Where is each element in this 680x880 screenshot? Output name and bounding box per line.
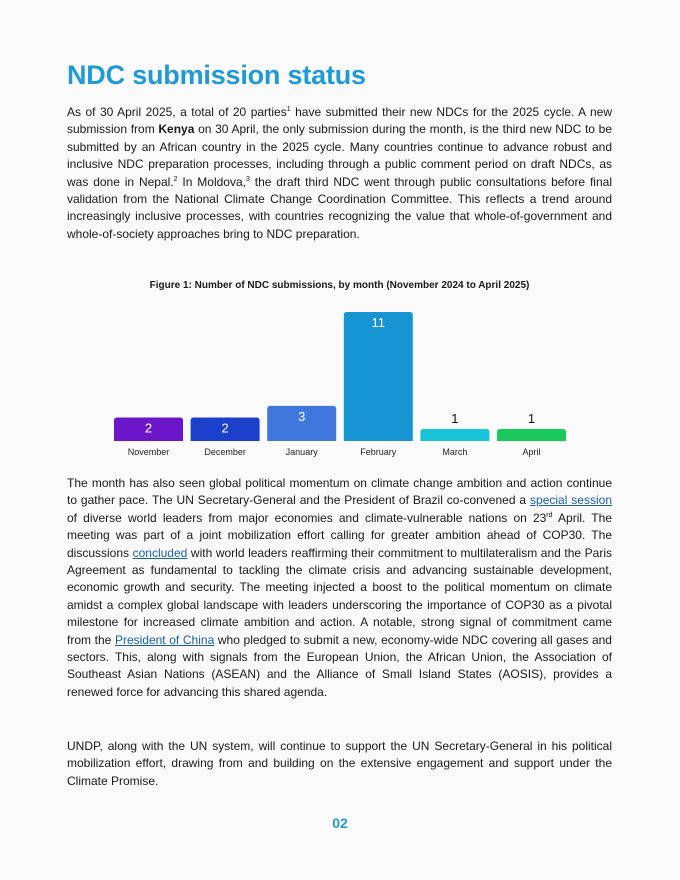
text: the draft third NDC went through public consultations before final validation from the National Climate Change Coordination Committee. This reflects a trend around increasingly inclusive processes, with countries recognizing the value that whole-of-government and whole-of-society approaches bring to NDC preparation. — [67, 174, 612, 241]
tick-label-february: February — [360, 447, 397, 457]
tick-label-november: November — [127, 447, 170, 457]
bar-march — [420, 429, 489, 441]
submissions-bar-chart — [0, 300, 680, 465]
data-label-march: 1 — [451, 411, 459, 426]
tick-label-march: March — [442, 447, 468, 457]
data-label-november: 2 — [144, 420, 153, 436]
data-label-january: 3 — [298, 408, 306, 424]
ordinal-suffix: rd — [546, 511, 553, 519]
undp-paragraph: UNDP, along with the UN system, will continue to support the UN Secretary-General in his political mobilization effort, drawing from and building on the extensive engagement and support under the Climate Promise. — [67, 739, 612, 788]
bar-february — [344, 312, 413, 441]
country-kenya: Kenya — [158, 122, 195, 137]
text: with world leaders reaffirming their commitment to multilateralism and the Paris Agreement as fundamental to tackling the climate crisis and advancing sustainable development, economic growth and security. The meeting injected a boost to the political momentum on climate amidst a complex global landscape with leaders underscoring the importance of COP30 as a pivotal milestone for increased climate ambition and action. A notable, strong signal of commitment came from the — [67, 545, 612, 647]
data-label-april: 1 — [527, 411, 536, 426]
text: April. The meeting was part of a joint mobilization effort calling for greater ambition ahead of COP30. The discussions — [67, 510, 612, 560]
special-session-link[interactable]: special session — [530, 493, 612, 508]
text: of diverse world leaders from major economies and climate-vulnerable nations on 23 — [67, 510, 547, 525]
footnote-ref: 1 — [286, 106, 291, 113]
page-number: 02 — [332, 815, 348, 831]
footnote-ref: 3 — [245, 175, 250, 183]
president-of-china-link[interactable]: President of China — [114, 632, 215, 647]
text: have submitted their new NDCs for the 2025 cycle. A new submission from — [67, 105, 613, 137]
concluded-link[interactable]: concluded — [132, 545, 188, 560]
intro-paragraph — [67, 104, 612, 243]
text: As of 30 April 2025, a total of 20 parties — [67, 105, 287, 119]
text: who pledged to submit a new, economy-wide NDC covering all gases and sectors. This, along with signals from the European Union, the African Union, the Association of Southeast Asian Nations (ASEAN) and the Alliance of Small Island States (AOSIS), provides a renewed force for advancing this shared agenda. — [67, 632, 612, 699]
data-label-december: 2 — [221, 420, 229, 436]
tick-label-january: January — [285, 447, 318, 457]
text: In Moldova, — [177, 174, 246, 189]
momentum-paragraph — [67, 475, 612, 701]
tick-label-december: December — [204, 447, 246, 457]
tick-label-april: April — [522, 447, 541, 457]
bar-april — [497, 429, 566, 441]
text: on 30 April, the only submission during the month, is the third new NDC to be submitted by an African country in the 2025 cycle. Many countries continue to advance robust and inclusive NDC preparation processes, including through a public comment period on draft NDCs, as was done in Nepal. — [67, 122, 612, 189]
footnote-ref: 2 — [173, 175, 178, 183]
page-title: NDC submission status — [67, 60, 366, 90]
figure-title: Figure 1: Number of NDC submissions, by month (November 2024 to April 2025) — [149, 280, 530, 291]
text: The month has also seen global political momentum on climate change ambition and action continue to gather pace. The UN Secretary-General and the President of Brazil co-convened a — [67, 476, 612, 508]
data-label-february: 11 — [371, 315, 386, 330]
